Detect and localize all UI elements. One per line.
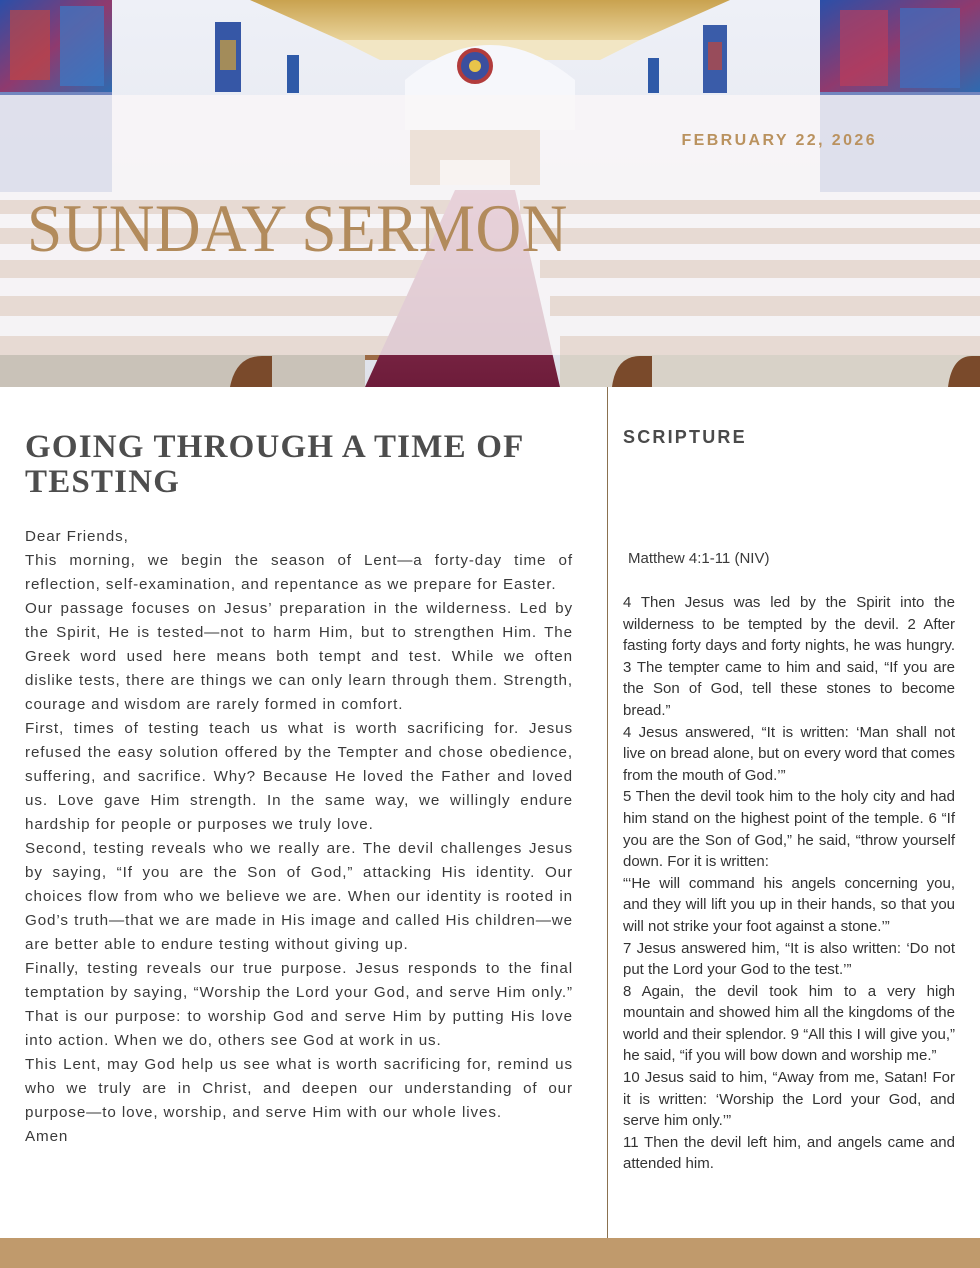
scripture-verse: “‘He will command his angels concerning you, and they will lift you up in their hands, so that you will not strike your foot against a stone.’” [623, 874, 955, 935]
scripture-verse: 4 Then Jesus was led by the Spirit into the wilderness to be tempted by the devil. 2 After fasting forty days and forty nights, he was hungry. 3 The tempter came to him and said, “If you are the Son of God, tell these stones to become bread.” [623, 594, 955, 719]
scripture-heading: SCRIPTURE [623, 427, 747, 447]
footer-bar [0, 1238, 980, 1268]
scripture-verse: 10 Jesus said to him, “Away from me, Satan! For it is written: ‘Worship the Lord your God, and serve him only.’” [623, 1069, 955, 1130]
hero-banner [0, 0, 980, 387]
column-divider [607, 387, 608, 1238]
page-title: SUNDAY SERMON [27, 190, 568, 266]
scripture-body [623, 592, 955, 1175]
sermon-closing: Amen [25, 1128, 69, 1145]
scripture-verse: 8 Again, the devil took him to a very high mountain and showed him all the kingdoms of the world and their splendor. 9 “All this I will give you,” he said, “if you will bow down and worship me.” [623, 982, 955, 1065]
sermon-paragraph: This morning, we begin the season of Lent—a forty-day time of reflection, self-examination, and repentance as we prepare for Easter. [25, 552, 573, 593]
sermon-paragraph: This Lent, may God help us see what is worth sacrificing for, remind us who we truly are in Christ, and deepen our understanding of our purpose—to love, worship, and serve Him with our whole lives. [25, 1056, 573, 1121]
sermon-paragraph: Second, testing reveals who we really are. The devil challenges Jesus by saying, “If you are the Son of God,” attacking His identity. Our choices flow from who we believe we are. When our identity is rooted in God’s truth—that we are made in His image and called His children—we are better able to endure testing without giving up. [25, 840, 573, 953]
scripture-verse: 4 Jesus answered, “It is written: ‘Man shall not live on bread alone, but on every word that comes from the mouth of God.’” [623, 723, 955, 784]
scripture-reference: Matthew 4:1-11 (NIV) [628, 550, 770, 567]
sermon-date: FEBRUARY 22, 2026 [681, 132, 877, 149]
sermon-paragraph: Finally, testing reveals our true purpose. Jesus responds to the final temptation by saying, “Worship the Lord your God, and serve Him only.” That is our purpose: to worship God and serve Him by putting His love into action. When we do, others see God at work in us. [25, 960, 573, 1049]
sermon-paragraph: First, times of testing teach us what is worth sacrificing for. Jesus refused the easy solution offered by the Tempter and chose obedience, suffering, and sacrifice. Why? Because He loved the Father and loved us. Love gave Him strength. In the same way, we willingly endure hardship for people or purposes we truly love. [25, 720, 573, 833]
sermon-body [25, 525, 573, 1149]
scripture-verse: 5 Then the devil took him to the holy city and had him stand on the highest point of the temple. 6 “If you are the Son of God,” he said, “throw yourself down. For it is written: [623, 788, 955, 871]
scripture-verse: 7 Jesus answered him, “It is also written: ‘Do not put the Lord your God to the test.’” [623, 939, 955, 979]
sermon-greeting: Dear Friends, [25, 528, 129, 545]
sermon-paragraph: Our passage focuses on Jesus’ preparation in the wilderness. Led by the Spirit, He is tested—not to harm Him, but to strengthen Him. The Greek word used here means both tempt and test. While we often dislike tests, there are things we can only learn through them. Strength, courage and wisdom are rarely formed in comfort. [25, 600, 573, 713]
scripture-verse: 11 Then the devil left him, and angels came and attended him. [623, 1133, 955, 1173]
sermon-heading: GOING THROUGH A TIME OF TESTING [25, 429, 524, 500]
